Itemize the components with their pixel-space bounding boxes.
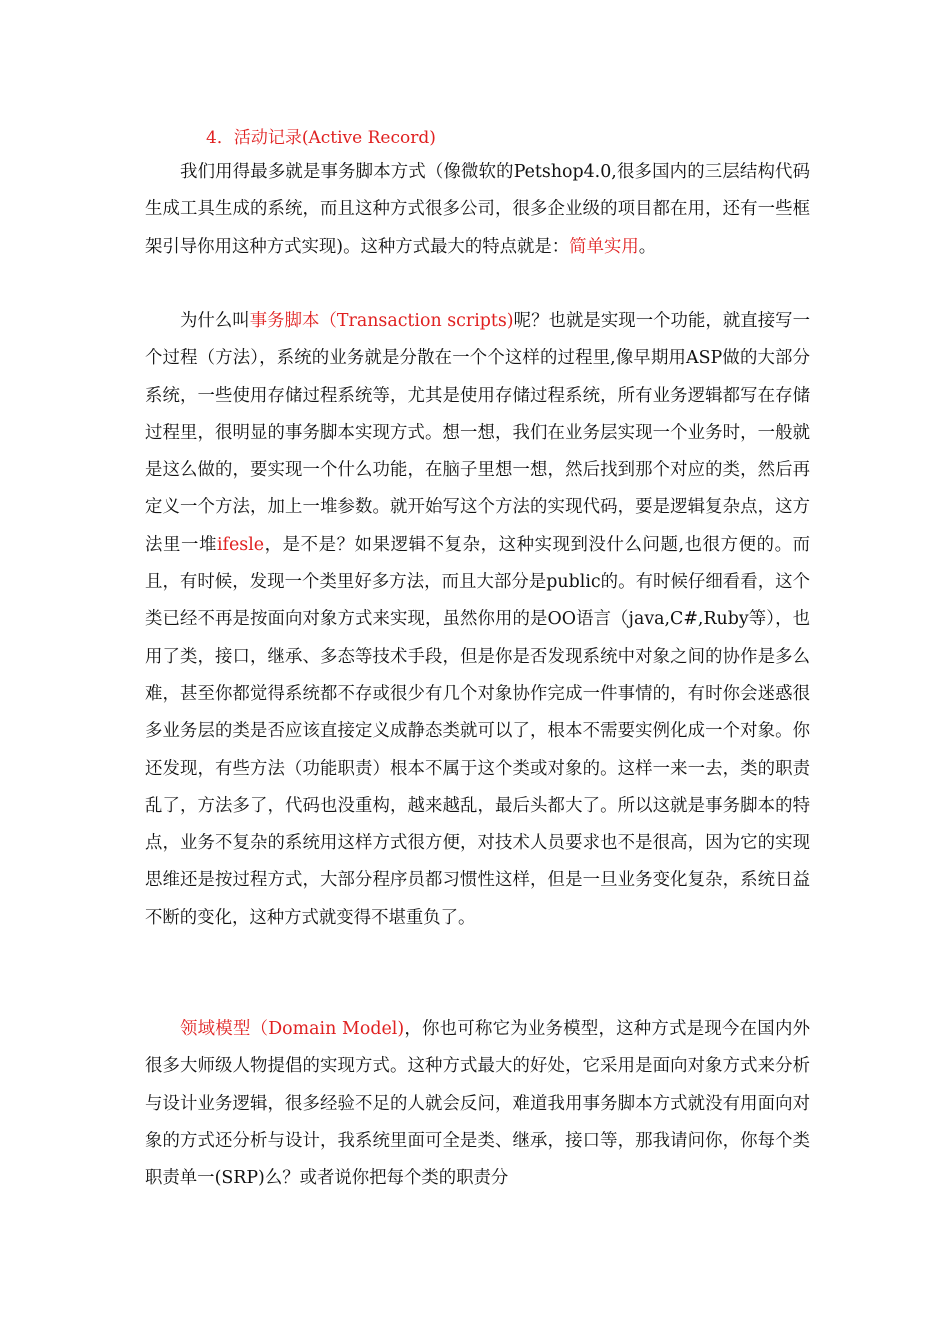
highlight-simple-practical: 简单实用 (569, 236, 639, 257)
text-run: 为什么叫 (180, 311, 250, 331)
text-run: 。 (638, 236, 657, 257)
highlight-domain-model: 领域模型（Domain Model) (180, 1019, 405, 1039)
section-heading: 4．活动记录(Active Record) (206, 128, 436, 148)
text-run: ，是不是？如果逻辑不复杂，这种实现到没什么问题,也很方便的。而且，有时候，发现一个类里好多方法，而且大部分是public的。有时候仔细看看，这个类已经不再是按面向对象方式来实现，虽然你用的是OO语言（java,C#,Ruby等），也用了类，接口，继承、多态等技术手段，但是你是否发现系统中对象之间的协作是多么难，甚至你都觉得系统都不存或很少有几个对象协作完成一件事情的，有时你会迷惑很多业务层的类是否应该直接定义成静态类就可以了，根本不需要实例化成一个对象。你还发现，有些方法（功能职责）根本不属于这个类或对象的。这样一来一去，类的职责乱了，方法多了，代码也没重构，越来越乱，最后头都大了。所以这就是事务脚本的特点，业务不复杂的系统用这样方式很方便，对技术人员要求也不是很高，因为它的实现思维还是按过程方式，大部分程序员都习惯性这样，但是一旦业务变化复杂，系统日益不断的变化，这种方式就变得不堪重负了。 (145, 534, 810, 928)
highlight-transaction-scripts: 事务脚本（Transaction scripts) (249, 311, 514, 331)
highlight-ifesle: ifesle (216, 534, 265, 555)
paragraph-transaction-scripts (145, 303, 810, 937)
text-run: 我们用得最多就是事务脚本方式（像微软的Petshop4.0,很多国内的三层结构代码生成工具生成的系统，而且这种方式很多公司，很多企业级的项目都在用，还有一些框架引导你用这种方式实现)。这种方式最大的特点就是： (145, 162, 810, 257)
paragraph-domain-model (145, 1011, 810, 1197)
text-run: 呢？也就是实现一个功能，就直接写一个过程（方法），系统的业务就是分散在一个个这样的过程里,像早期用ASP做的大部分系统，一些使用存储过程系统等，尤其是使用存储过程系统，所有业务逻辑都写在存储过程里，很明显的事务脚本实现方式。想一想，我们在业务层实现一个业务时，一般就是这么做的，要实现一个什么功能，在脑子里想一想，然后找到那个对应的类，然后再定义一个方法，加上一堆参数。就开始写这个方法的实现代码，要是逻辑复杂点，这方法里一堆 (145, 311, 810, 555)
text-run: ，你也可称它为业务模型，这种方式是现今在国内外很多大师级人物提倡的实现方式。这种方式最大的好处，它采用是面向对象方式来分析与设计业务逻辑，很多经验不足的人就会反问，难道我用事务脚本方式就没有用面向对象的方式还分析与设计，我系统里面可全是类、继承，接口等，那我请问你，你每个类职责单一(SRP)么？或者说你把每个类的职责分 (145, 1019, 810, 1189)
paragraph-transaction-script-intro (145, 154, 810, 266)
